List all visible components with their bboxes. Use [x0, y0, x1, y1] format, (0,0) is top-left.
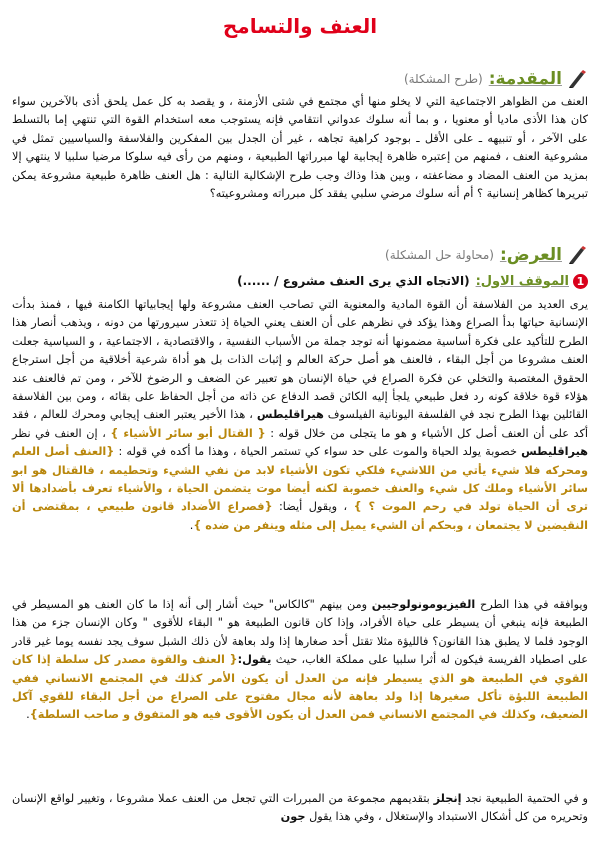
text-segment: ومن بينهم "كالكاس" حيث أشار إلى أنه إذا ما كان العنف هو المسيطر في الطبيعة فإنه ينبغي أن يسيطر على حياة الأفراد، وإذا كان قانون الطبيعة هو " البقاء للأقوى " وكان الإنسان جزء من هذا الوجود فلما لا يطبق هذا القانون؟ فالليؤة مثلا تقتل أحد صغارها إذا ولد بعاهة لأن ذلك الشبل سوف يجد نفسه يوما غير قادر على اصطياد الفريسة فيكون له أثرا سلبيا على مملكة الغاب، حيث: [12, 598, 589, 667]
quote: {العنف أصل العلم ومحركه فلا شيء يأتي من اللاشيء فلكي تكون الأشياء لابد من نفي الشيء وتحطيمه ، فالقتال هو ابو سائر الأشياء وملك كل شيء والعنف خصوبة لكنه أيضا موت يتضمن الحياة ، والأشياء تعرف بأضدادها ألا ترى أن الحياة تولد في رحم الموت ؟ }: [12, 445, 589, 514]
quote: { القتال أبو سائر الأشياء }: [110, 426, 266, 440]
text-segment: ويوافقه في هذا الطرح: [479, 598, 589, 611]
text-segment: ، هذا الأخير يعتبر العنف إيجابي ومحرك للعالم ، فقد أكد على أن العنف أصل كل الأشياء و هو ما يتجلى من خلال قوله :: [12, 408, 588, 440]
intro-paragraph: العنف من الظواهر الاجتماعية التي لا يخلو منها أي مجتمع في شتى الأزمنة ، و يقصد به كل عمل يلحق أذى بالآخرين سواء كان هذا الأذى ماديا أو معنويا ، و بما أنه سلوك عدواني انتقامي فإنه يستوجب معه استخدام القوة التي تنتهي إما بالتسلط على الآخر ، أو تنبيهه ـ على الأقل ـ بوجود كراهية تجاهه ، غير أن الجدل بين المفكرين والفلاسفة والسياسيين تمثل في مشروعية العنف ، فمنهم من إعتبره ظاهرة إيجابية لها مبرراتها الطبيعية ، ومنهم من رأى فيه سلوكا مرضيا سلبيا لا ينتهي إلا بمزيد من العنف المضاد و مضاعفته ، وبين هذا وذاك وجب طرح الإشكالية التالية : هل العنف ظاهرة طبيعية مشروعة يمكن تبريرها كظاهر إنسانية ؟ أم أنه سلوك مرضي سلبي يفقد كل مبرراته ومشروعيته؟: [12, 95, 588, 201]
body-subheading: (محاولة حل المشكلة): [385, 248, 494, 262]
philosopher-name: هيراقليطس: [521, 445, 589, 459]
text-segment: بتقديمهم مجموعة من المبررات التي تجعل من العنف عملا مشروعا ، وتغيير لواقع الإنسان وتحريره من كل أشكال الاستبداد والإستغلال ، وفي هذا يقول: [12, 792, 588, 824]
intro-heading-label: المقدمة:: [488, 69, 562, 89]
philosopher-name: جون: [280, 810, 306, 824]
engels-paragraph: [12, 790, 588, 827]
position-label: الموقف الاول:: [475, 273, 569, 289]
quote: { العنف والقوة مصدر كل سلطة إذا كان القوي في الطبيعة هو الذي يسيطر فإنه من العدل أن يكون الأمر كذلك في المجتمع الانساني ففي الطبيعة اللبؤة تأكل صغيرها إذا ولد بعاهة لأنه مجال مفتوح على الصراع من أجل البقاء للقوي آكل الضعيف، وكذلك في المجتمع الانساني فمن العدل أن يكون الأقوى فيه هو المتفوق و صاحب السلطة}: [12, 653, 588, 722]
school-name: الفيزيومونولوجيين: [371, 598, 476, 611]
calicles-paragraph: [12, 596, 588, 725]
pencil-hand-icon: [566, 244, 588, 266]
philosopher-name: إنجلز: [433, 792, 462, 805]
text-segment: يرى العديد من الفلاسفة أن القوة المادية والمعنوية التي تصاحب العنف مشروعة ولها إيجابياتها الكامنة فيها ، فمنذ بدأت الإنسانية حياتها بدأ الصراع وهذا يؤكد في نظرهم على أن العنف يعني الحياة إذ تتعذر سيرورتها من دونه ، ويذهب أنصار هذا الطرح للتأكيد على فكرة أساسية مضمونها أنه توجد جملة من الأسباب النفسية ، والاقتصادية ، الاجتماعية ، و السياسية جعلت العنف مشروعا من أجل البقاء ، فالعنف هو أصل حركة العالم و إثبات الذات بل هو أداة شرعية أخلاقية من أجل استرجاع الحقوق المغتصبة والتخلي عن فكرة الصراع في حياة الإنسان هو تعبير عن الضعف و الرضوخ للآخر ، ومن تم فالعنف عند هؤلاء قوة خلاقة كونه رد فعل طبيعي يلجأ إليه الكائن قصد الدفاع عن ذاته من أجل الحفاظ على بقائه ، ومن بين الفلاسفة القائلين بهذا الطرح نجد في الفلسفة اليونانية الفيلسوف: [12, 298, 589, 422]
text-segment: .: [189, 518, 194, 532]
body-heading: [385, 243, 588, 267]
intro-heading: [404, 67, 588, 91]
text-segment: و في الحتمية الطبيعية نجد: [465, 792, 588, 805]
quote: {فصراع الأضداد قانون طبيعي ، بمقتضى أن النقيضين لا يجتمعان ، وبحكم أن الشيء يميل إلى مثله وينفر من ضده }: [12, 500, 588, 532]
position-number-badge: 1: [573, 274, 588, 289]
text-segment: ، ويقول أيضا:: [278, 500, 348, 514]
page-title: العنف والتسامح: [222, 14, 378, 38]
text-segment: ، إن العنف في نظر: [12, 426, 106, 440]
position-description: (الاتجاه الذي يرى العنف مشروع / ......): [237, 274, 470, 288]
body-heading-label: العرض:: [499, 245, 562, 265]
philosopher-name: هيراقليطس: [256, 408, 324, 422]
intro-subheading: (طرح المشكلة): [403, 72, 483, 86]
text-segment: خصوبة يولد الحياة والموت على حد سواء كي تستمر الحياة ، وهذا ما أكده في قوله :: [118, 445, 517, 459]
says-label: يقول:: [237, 653, 272, 667]
pencil-hand-icon: [566, 68, 588, 90]
position-1-heading: [237, 270, 588, 292]
position-1-paragraph: [12, 296, 588, 535]
text-segment: .: [26, 708, 30, 722]
